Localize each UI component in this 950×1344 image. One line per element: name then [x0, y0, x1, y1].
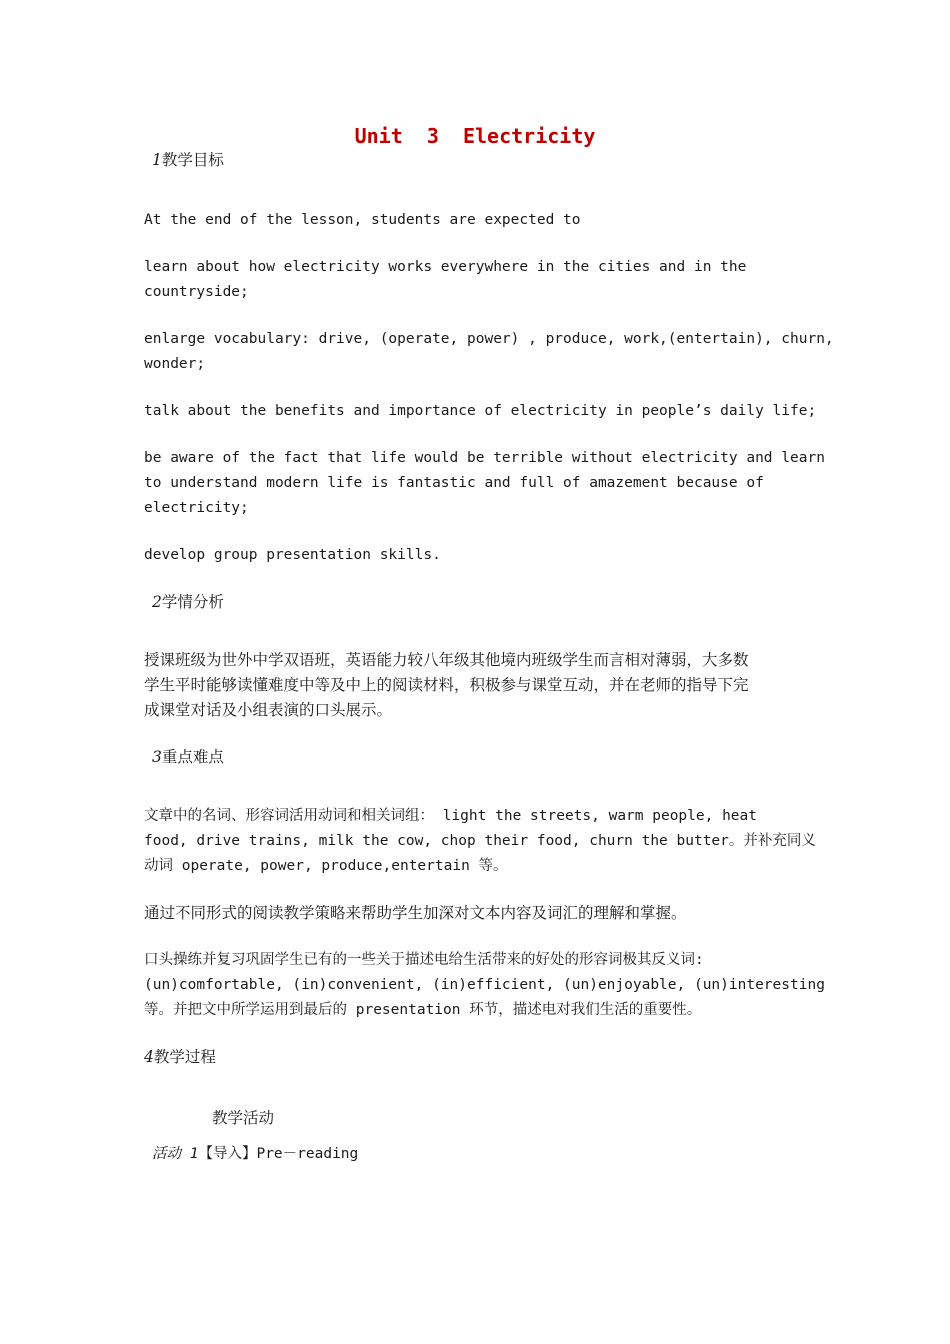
objective-1-line-1: learn about how electricity works everywhere in the cities and in the — [144, 259, 747, 275]
keypoint-2-line-1: 通过不同形式的阅读教学策略来帮助学生加深对文本内容及词汇的理解和掌握。 — [144, 904, 687, 922]
objective-4-line-3: electricity; — [144, 500, 249, 516]
keypoint-1-line-3: 动词 operate, power, produce,entertain 等。 — [144, 858, 508, 874]
activity-1-label: 活动 1 — [152, 1146, 199, 1162]
section-4-heading — [144, 1045, 809, 1070]
objective-1-line-2: countryside; — [144, 284, 249, 300]
keypoint-1-line-1: 文章中的名词、形容词活用动词和相关词组： light the streets, warm people, heat — [144, 808, 757, 824]
section-3-title: 重点难点 — [161, 748, 224, 766]
keypoint-3-line-2: (un)comfortable, (in)convenient, (in)efficient, (un)enjoyable, (un)interesting — [144, 977, 825, 993]
activities-heading: 教学活动 — [212, 1109, 275, 1127]
section-2-number: 2 — [152, 593, 162, 611]
analysis-line-2: 学生平时能够读懂难度中等及中上的阅读材料，积极参与课堂互动，并在老师的指导下完 — [144, 676, 749, 694]
activity-1-text: 【导入】Pre－reading — [198, 1146, 359, 1162]
section-1-title: 教学目标 — [161, 151, 224, 169]
section-1-heading — [152, 148, 817, 173]
keypoint-3-line-1: 口头操练并复习巩固学生已有的一些关于描述电给生活带来的好处的形容词极其反义词: — [144, 952, 704, 968]
keypoint-1-line-2: food, drive trains, milk the cow, chop their food, churn the butter。并补充同义 — [144, 833, 816, 849]
section-4-number: 4 — [144, 1048, 154, 1066]
activity-1 — [152, 1142, 817, 1167]
section-1-number: 1 — [152, 151, 162, 169]
keypoint-3-line-3: 等。并把文中所学运用到最后的 presentation 环节，描述电对我们生活的重要性。 — [144, 1002, 702, 1018]
objective-3-line-1: talk about the benefits and importance of electricity in people’s daily life; — [144, 403, 817, 419]
objective-2-line-2: wonder; — [144, 356, 206, 372]
analysis-line-1: 授课班级为世外中学双语班，英语能力较八年级其他境内班级学生而言相对薄弱，大多数 — [144, 651, 749, 669]
section-3-heading — [152, 745, 817, 770]
section-2-title: 学情分析 — [161, 593, 224, 611]
section-3-number: 3 — [152, 748, 162, 766]
document-title: Unit 3 Electricity — [354, 124, 596, 148]
objective-2-line-1: enlarge vocabulary: drive, (operate, power) , produce, work,(entertain), churn, — [144, 331, 834, 347]
analysis-line-3: 成课堂对话及小组表演的口头展示。 — [144, 701, 393, 719]
objective-4-line-1: be aware of the fact that life would be terrible without electricity and learn — [144, 450, 825, 466]
objective-4-line-2: to understand modern life is fantastic and full of amazement because of — [144, 475, 764, 491]
objectives-intro: At the end of the lesson, students are expected to — [144, 212, 581, 228]
section-2-heading — [152, 590, 817, 615]
section-4-title: 教学过程 — [153, 1048, 216, 1066]
objective-5-line-1: develop group presentation skills. — [144, 547, 441, 563]
